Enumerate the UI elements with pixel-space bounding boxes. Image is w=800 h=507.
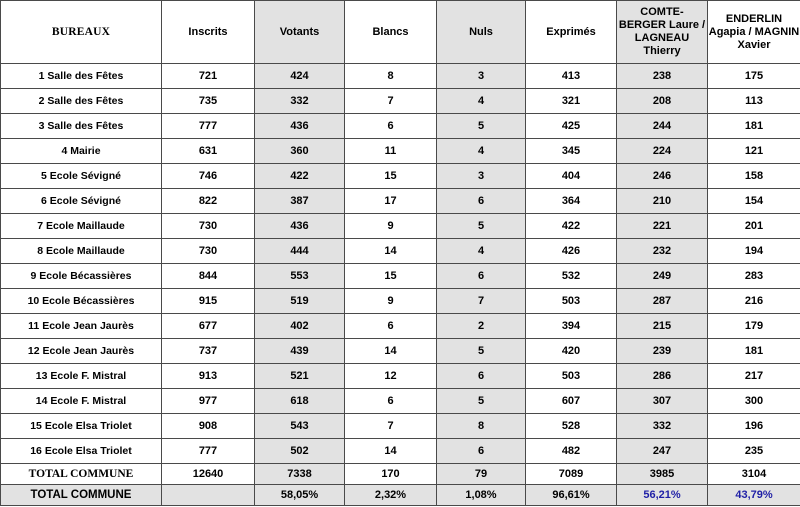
cell-candidate-2: 175 xyxy=(708,64,800,89)
cell-bureau: 6 Ecole Sévigné xyxy=(1,189,162,214)
cell-nuls: 2 xyxy=(437,314,526,339)
cell-inscrits: 913 xyxy=(162,364,255,389)
cell-votants: 502 xyxy=(255,439,345,464)
percent-candidate-2: 43,79% xyxy=(708,485,800,506)
cell-bureau: 5 Ecole Sévigné xyxy=(1,164,162,189)
cell-candidate-1: 210 xyxy=(617,189,708,214)
cell-votants: 439 xyxy=(255,339,345,364)
cell-exprimes: 394 xyxy=(526,314,617,339)
cell-blancs: 6 xyxy=(345,389,437,414)
cell-inscrits: 777 xyxy=(162,114,255,139)
cell-votants: 402 xyxy=(255,314,345,339)
total-candidate-1: 3985 xyxy=(617,464,708,485)
cell-exprimes: 413 xyxy=(526,64,617,89)
cell-votants: 436 xyxy=(255,214,345,239)
cell-inscrits: 746 xyxy=(162,164,255,189)
table-row xyxy=(1,339,800,364)
cell-candidate-2: 194 xyxy=(708,239,800,264)
cell-exprimes: 420 xyxy=(526,339,617,364)
cell-nuls: 3 xyxy=(437,164,526,189)
cell-exprimes: 503 xyxy=(526,289,617,314)
cell-candidate-1: 232 xyxy=(617,239,708,264)
cell-exprimes: 482 xyxy=(526,439,617,464)
cell-candidate-1: 246 xyxy=(617,164,708,189)
cell-candidate-1: 247 xyxy=(617,439,708,464)
cell-inscrits: 631 xyxy=(162,139,255,164)
cell-inscrits: 908 xyxy=(162,414,255,439)
cell-candidate-2: 201 xyxy=(708,214,800,239)
table-row xyxy=(1,289,800,314)
table-row xyxy=(1,239,800,264)
header-bureaux: BUREAUX xyxy=(1,1,162,64)
cell-exprimes: 422 xyxy=(526,214,617,239)
cell-votants: 553 xyxy=(255,264,345,289)
cell-bureau: 14 Ecole F. Mistral xyxy=(1,389,162,414)
cell-exprimes: 503 xyxy=(526,364,617,389)
cell-candidate-2: 113 xyxy=(708,89,800,114)
cell-candidate-1: 307 xyxy=(617,389,708,414)
table-row xyxy=(1,89,800,114)
cell-inscrits: 677 xyxy=(162,314,255,339)
percent-row xyxy=(1,485,800,506)
table-row xyxy=(1,314,800,339)
header-candidate-1: COMTE-BERGER Laure / LAGNEAU Thierry xyxy=(617,1,708,64)
cell-nuls: 5 xyxy=(437,339,526,364)
total-label: TOTAL COMMUNE xyxy=(1,464,162,485)
cell-blancs: 7 xyxy=(345,414,437,439)
cell-nuls: 5 xyxy=(437,114,526,139)
table-row xyxy=(1,439,800,464)
cell-nuls: 4 xyxy=(437,139,526,164)
cell-exprimes: 426 xyxy=(526,239,617,264)
cell-bureau: 4 Mairie xyxy=(1,139,162,164)
cell-candidate-1: 221 xyxy=(617,214,708,239)
cell-blancs: 11 xyxy=(345,139,437,164)
cell-candidate-1: 238 xyxy=(617,64,708,89)
cell-inscrits: 721 xyxy=(162,64,255,89)
total-blancs: 170 xyxy=(345,464,437,485)
cell-blancs: 14 xyxy=(345,439,437,464)
cell-exprimes: 425 xyxy=(526,114,617,139)
cell-blancs: 9 xyxy=(345,289,437,314)
cell-nuls: 5 xyxy=(437,214,526,239)
cell-inscrits: 730 xyxy=(162,214,255,239)
cell-blancs: 14 xyxy=(345,239,437,264)
cell-candidate-1: 244 xyxy=(617,114,708,139)
cell-candidate-2: 196 xyxy=(708,414,800,439)
cell-inscrits: 737 xyxy=(162,339,255,364)
cell-candidate-2: 158 xyxy=(708,164,800,189)
cell-bureau: 16 Ecole Elsa Triolet xyxy=(1,439,162,464)
cell-bureau: 11 Ecole Jean Jaurès xyxy=(1,314,162,339)
cell-candidate-2: 121 xyxy=(708,139,800,164)
table-row xyxy=(1,389,800,414)
table-row xyxy=(1,114,800,139)
cell-candidate-1: 224 xyxy=(617,139,708,164)
cell-bureau: 8 Ecole Maillaude xyxy=(1,239,162,264)
cell-nuls: 6 xyxy=(437,439,526,464)
cell-bureau: 2 Salle des Fêtes xyxy=(1,89,162,114)
cell-candidate-1: 239 xyxy=(617,339,708,364)
header-inscrits: Inscrits xyxy=(162,1,255,64)
cell-inscrits: 777 xyxy=(162,439,255,464)
cell-candidate-2: 235 xyxy=(708,439,800,464)
cell-blancs: 6 xyxy=(345,314,437,339)
header-votants: Votants xyxy=(255,1,345,64)
total-candidate-2: 3104 xyxy=(708,464,800,485)
cell-bureau: 12 Ecole Jean Jaurès xyxy=(1,339,162,364)
results-body xyxy=(1,64,800,464)
percent-votants: 58,05% xyxy=(255,485,345,506)
cell-nuls: 6 xyxy=(437,189,526,214)
cell-exprimes: 528 xyxy=(526,414,617,439)
table-row xyxy=(1,264,800,289)
cell-inscrits: 915 xyxy=(162,289,255,314)
total-exprimes: 7089 xyxy=(526,464,617,485)
cell-candidate-2: 181 xyxy=(708,339,800,364)
cell-candidate-1: 287 xyxy=(617,289,708,314)
cell-votants: 424 xyxy=(255,64,345,89)
cell-votants: 543 xyxy=(255,414,345,439)
cell-votants: 618 xyxy=(255,389,345,414)
cell-nuls: 8 xyxy=(437,414,526,439)
cell-exprimes: 404 xyxy=(526,164,617,189)
cell-blancs: 14 xyxy=(345,339,437,364)
cell-candidate-1: 286 xyxy=(617,364,708,389)
cell-exprimes: 345 xyxy=(526,139,617,164)
cell-candidate-1: 249 xyxy=(617,264,708,289)
cell-inscrits: 844 xyxy=(162,264,255,289)
table-row xyxy=(1,189,800,214)
total-votants: 7338 xyxy=(255,464,345,485)
cell-blancs: 8 xyxy=(345,64,437,89)
table-row xyxy=(1,364,800,389)
header-nuls: Nuls xyxy=(437,1,526,64)
table-row xyxy=(1,214,800,239)
cell-inscrits: 822 xyxy=(162,189,255,214)
cell-nuls: 5 xyxy=(437,389,526,414)
cell-blancs: 15 xyxy=(345,264,437,289)
cell-inscrits: 730 xyxy=(162,239,255,264)
cell-candidate-2: 216 xyxy=(708,289,800,314)
cell-bureau: 1 Salle des Fêtes xyxy=(1,64,162,89)
cell-blancs: 9 xyxy=(345,214,437,239)
cell-candidate-1: 208 xyxy=(617,89,708,114)
cell-nuls: 6 xyxy=(437,364,526,389)
cell-blancs: 7 xyxy=(345,89,437,114)
percent-label: TOTAL COMMUNE xyxy=(1,485,162,506)
cell-blancs: 12 xyxy=(345,364,437,389)
table-row xyxy=(1,164,800,189)
header-candidate-2: ENDERLIN Agapia / MAGNIN Xavier xyxy=(708,1,800,64)
percent-nuls: 1,08% xyxy=(437,485,526,506)
cell-candidate-2: 179 xyxy=(708,314,800,339)
cell-votants: 519 xyxy=(255,289,345,314)
cell-blancs: 15 xyxy=(345,164,437,189)
cell-candidate-2: 181 xyxy=(708,114,800,139)
header-exprimes: Exprimés xyxy=(526,1,617,64)
cell-votants: 436 xyxy=(255,114,345,139)
cell-nuls: 3 xyxy=(437,64,526,89)
cell-votants: 332 xyxy=(255,89,345,114)
percent-blancs: 2,32% xyxy=(345,485,437,506)
cell-nuls: 6 xyxy=(437,264,526,289)
header-row xyxy=(1,1,800,64)
cell-inscrits: 735 xyxy=(162,89,255,114)
total-row xyxy=(1,464,800,485)
cell-candidate-2: 217 xyxy=(708,364,800,389)
cell-votants: 444 xyxy=(255,239,345,264)
cell-exprimes: 607 xyxy=(526,389,617,414)
cell-bureau: 9 Ecole Bécassières xyxy=(1,264,162,289)
cell-votants: 387 xyxy=(255,189,345,214)
cell-bureau: 7 Ecole Maillaude xyxy=(1,214,162,239)
cell-bureau: 3 Salle des Fêtes xyxy=(1,114,162,139)
cell-bureau: 13 Ecole F. Mistral xyxy=(1,364,162,389)
cell-votants: 360 xyxy=(255,139,345,164)
table-row xyxy=(1,139,800,164)
cell-candidate-1: 332 xyxy=(617,414,708,439)
percent-inscrits xyxy=(162,485,255,506)
cell-votants: 422 xyxy=(255,164,345,189)
cell-nuls: 7 xyxy=(437,289,526,314)
percent-exprimes: 96,61% xyxy=(526,485,617,506)
percent-candidate-1: 56,21% xyxy=(617,485,708,506)
cell-blancs: 6 xyxy=(345,114,437,139)
cell-candidate-2: 300 xyxy=(708,389,800,414)
total-nuls: 79 xyxy=(437,464,526,485)
cell-votants: 521 xyxy=(255,364,345,389)
cell-bureau: 10 Ecole Bécassières xyxy=(1,289,162,314)
cell-exprimes: 532 xyxy=(526,264,617,289)
cell-candidate-2: 154 xyxy=(708,189,800,214)
cell-blancs: 17 xyxy=(345,189,437,214)
cell-exprimes: 321 xyxy=(526,89,617,114)
cell-bureau: 15 Ecole Elsa Triolet xyxy=(1,414,162,439)
cell-nuls: 4 xyxy=(437,89,526,114)
cell-candidate-1: 215 xyxy=(617,314,708,339)
cell-candidate-2: 283 xyxy=(708,264,800,289)
cell-inscrits: 977 xyxy=(162,389,255,414)
total-inscrits: 12640 xyxy=(162,464,255,485)
cell-nuls: 4 xyxy=(437,239,526,264)
header-blancs: Blancs xyxy=(345,1,437,64)
cell-exprimes: 364 xyxy=(526,189,617,214)
table-row xyxy=(1,414,800,439)
table-row xyxy=(1,64,800,89)
